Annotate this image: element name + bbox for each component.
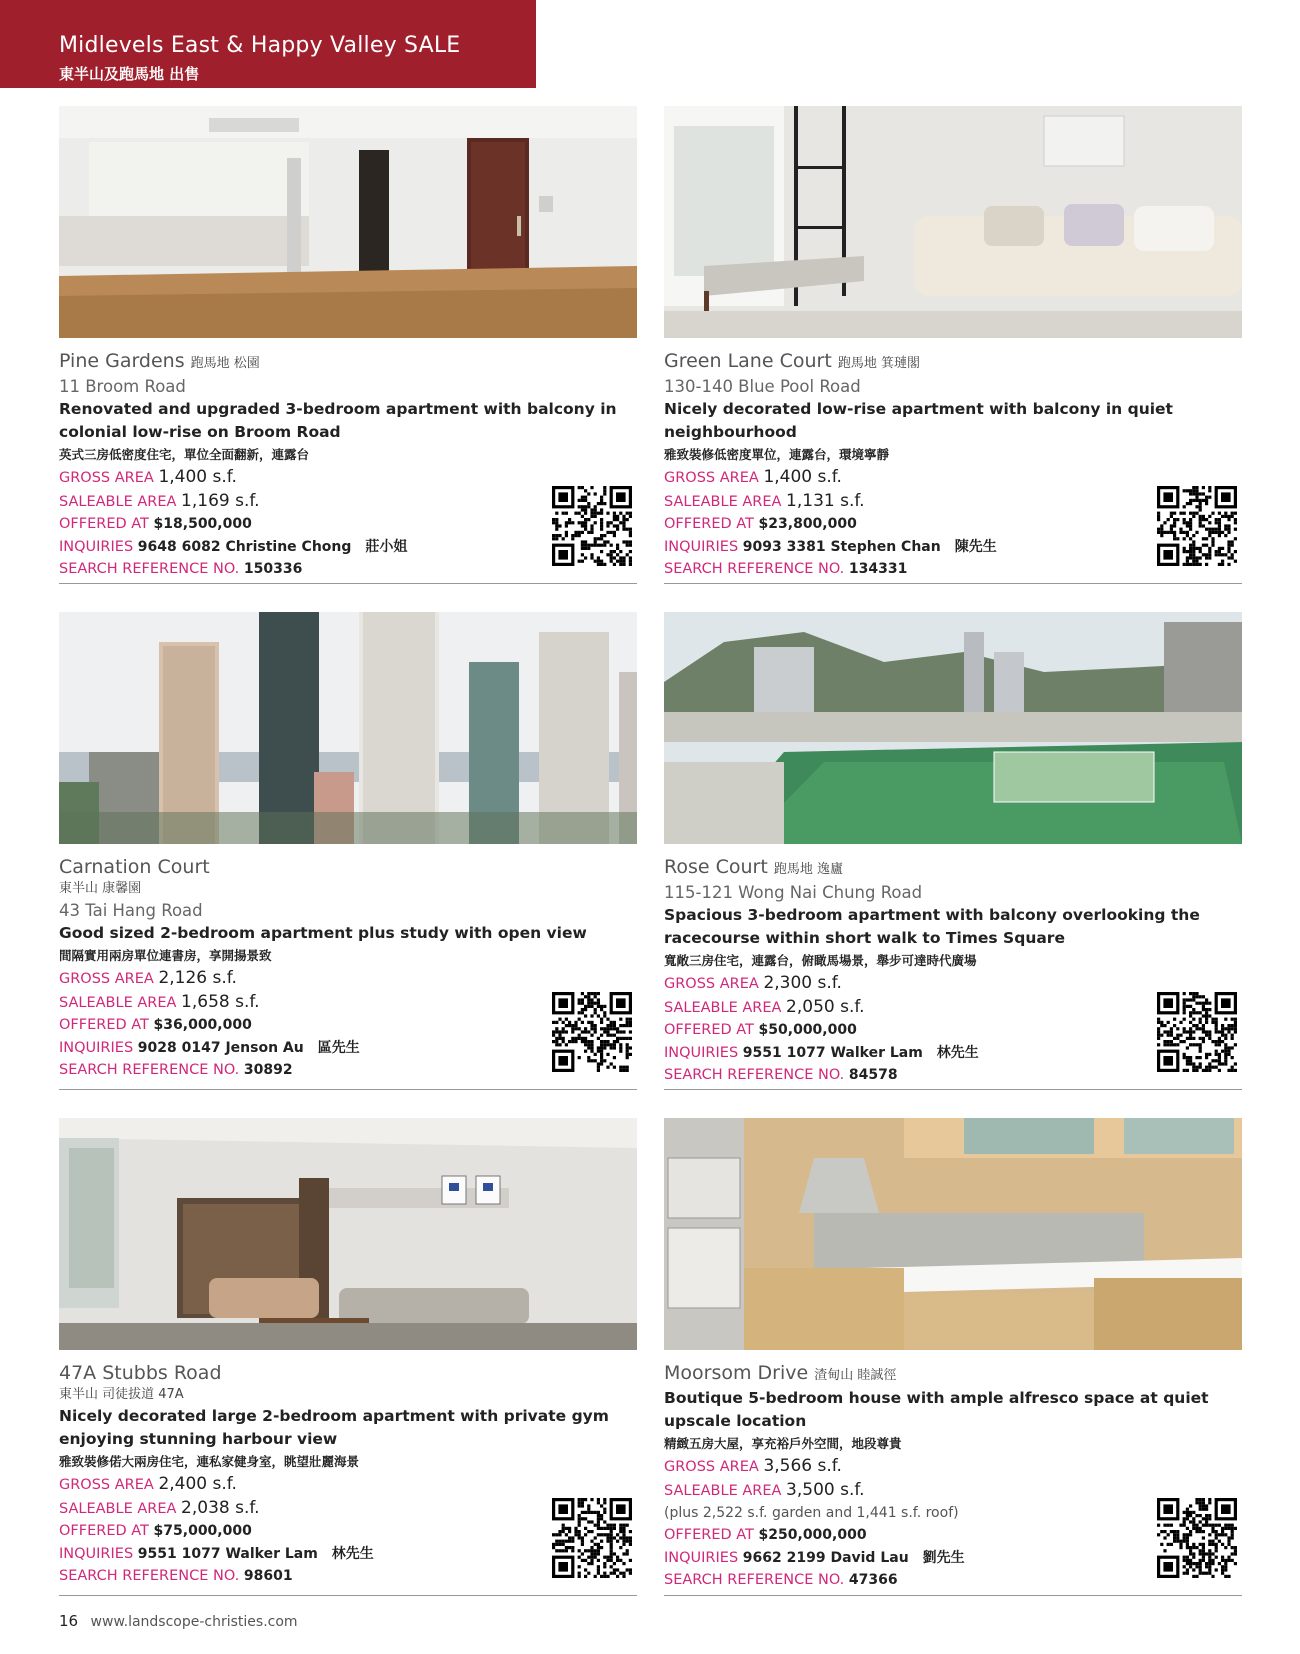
offered-price: OFFERED AT $75,000,000 (59, 1523, 252, 1539)
listing-card[interactable] (59, 106, 637, 586)
listing-photo-living-room[interactable] (59, 1118, 637, 1350)
section-title: Midlevels East & Happy Valley SALE (59, 33, 461, 58)
section-title-zh: 東半山及跑馬地 出售 (59, 65, 200, 83)
qr-code-icon[interactable] (1157, 1498, 1237, 1578)
listing-name: Pine Gardens 跑馬地 松園 (59, 350, 260, 372)
listing-address: 130-140 Blue Pool Road (664, 377, 861, 396)
inquiries: INQUIRIES 9028 0147 Jenson Au 區先生 (59, 1039, 360, 1056)
saleable-area: SALEABLE AREA 2,038 s.f. (59, 1497, 260, 1518)
listing-description: Renovated and upgraded 3-bedroom apartment with balcony in colonial low-rise on Broom Road (59, 400, 617, 441)
listing-description-zh: 英式三房低密度住宅，單位全面翻新，連露台 (59, 447, 310, 462)
listing-photo-towers[interactable] (59, 612, 637, 844)
page-header (0, 0, 536, 88)
page-footer (59, 1612, 298, 1630)
listing-description-zh: 雅致裝修偌大兩房住宅，連私家健身室，眺望壯麗海景 (59, 1454, 360, 1469)
listing-photo-kitchen[interactable] (664, 1118, 1242, 1350)
inquiries: INQUIRIES 9662 2199 David Lau 劉先生 (664, 1549, 965, 1566)
gross-area: GROSS AREA 1,400 s.f. (664, 467, 842, 487)
divider (59, 583, 637, 584)
qr-code-icon[interactable] (552, 1498, 632, 1578)
qr-code-icon[interactable] (552, 486, 632, 566)
search-reference: SEARCH REFERENCE NO. 47366 (664, 1572, 898, 1588)
listing-card[interactable] (59, 1118, 637, 1598)
listing-photo-racecourse[interactable] (664, 612, 1242, 844)
search-reference: SEARCH REFERENCE NO. 30892 (59, 1062, 293, 1078)
saleable-area: SALEABLE AREA 2,050 s.f. (664, 996, 865, 1017)
offered-price: OFFERED AT $250,000,000 (664, 1527, 867, 1543)
listing-description: Nicely decorated low-rise apartment with balcony in quiet neighbourhood (664, 400, 1173, 441)
listing-card[interactable] (664, 612, 1242, 1092)
divider (664, 1595, 1242, 1596)
listing-name: Rose Court 跑馬地 逸廬 (664, 856, 843, 878)
area-note: (plus 2,522 s.f. garden and 1,441 s.f. roof) (664, 1505, 959, 1521)
offered-price: OFFERED AT $23,800,000 (664, 516, 857, 532)
listing-description-zh: 精緻五房大屋，享充裕戶外空間，地段尊貴 (664, 1436, 902, 1451)
search-reference: SEARCH REFERENCE NO. 134331 (664, 561, 908, 577)
inquiries: INQUIRIES 9551 1077 Walker Lam 林先生 (59, 1545, 374, 1562)
listing-address: 115-121 Wong Nai Chung Road (664, 883, 923, 902)
divider (59, 1089, 637, 1090)
offered-price: OFFERED AT $18,500,000 (59, 516, 252, 532)
listing-photo-living-room[interactable] (59, 106, 637, 338)
listing-description: Boutique 5-bedroom house with ample alfresco space at quiet upscale location (664, 1389, 1209, 1430)
inquiries: INQUIRIES 9551 1077 Walker Lam 林先生 (664, 1044, 979, 1061)
gross-area: GROSS AREA 2,126 s.f. (59, 968, 237, 988)
offered-price: OFFERED AT $36,000,000 (59, 1017, 252, 1033)
listing-name: 47A Stubbs Road (59, 1362, 222, 1384)
listing-name: Green Lane Court 跑馬地 箕璉閣 (664, 350, 920, 372)
divider (664, 583, 1242, 584)
listing-description: Good sized 2-bedroom apartment plus study with open view (59, 924, 587, 942)
qr-code-icon[interactable] (552, 992, 632, 1072)
divider (664, 1089, 1242, 1090)
listing-address: 43 Tai Hang Road (59, 901, 203, 920)
listing-description-zh: 寬敞三房住宅，連露台，俯瞰馬場景，舉步可達時代廣場 (664, 953, 977, 968)
listing-description: Spacious 3-bedroom apartment with balcony overlooking the racecourse within short walk to Times Square (664, 906, 1200, 947)
gross-area: GROSS AREA 3,566 s.f. (664, 1456, 842, 1476)
gross-area: GROSS AREA 2,400 s.f. (59, 1474, 237, 1494)
saleable-area: SALEABLE AREA 1,658 s.f. (59, 991, 260, 1012)
gross-area: GROSS AREA 2,300 s.f. (664, 973, 842, 993)
qr-code-icon[interactable] (1157, 992, 1237, 1072)
listing-description-zh: 雅致裝修低密度單位，連露台，環境寧靜 (664, 447, 890, 462)
listing-card[interactable] (664, 1118, 1242, 1598)
listing-name-zh: 東半山 康馨園 (59, 881, 142, 896)
listing-photo-lounge[interactable] (664, 106, 1242, 338)
page-number: 16 (59, 1612, 79, 1630)
saleable-area: SALEABLE AREA 1,169 s.f. (59, 490, 260, 511)
listing-name: Moorsom Drive 渣甸山 睦誠徑 (664, 1362, 897, 1384)
offered-price: OFFERED AT $50,000,000 (664, 1022, 857, 1038)
listing-name-zh: 東半山 司徒拔道 47A (59, 1387, 184, 1402)
listing-card[interactable] (59, 612, 637, 1092)
listing-card[interactable] (664, 106, 1242, 586)
qr-code-icon[interactable] (1157, 486, 1237, 566)
listing-address: 11 Broom Road (59, 377, 186, 396)
saleable-area: SALEABLE AREA 3,500 s.f. (664, 1479, 865, 1500)
inquiries: INQUIRIES 9093 3381 Stephen Chan 陳先生 (664, 538, 997, 555)
saleable-area: SALEABLE AREA 1,131 s.f. (664, 490, 865, 511)
listing-description-zh: 間隔實用兩房單位連書房，享開揚景致 (59, 948, 272, 963)
search-reference: SEARCH REFERENCE NO. 98601 (59, 1568, 293, 1584)
listing-description: Nicely decorated large 2-bedroom apartment with private gym enjoying stunning harbour view (59, 1407, 609, 1448)
divider (59, 1595, 637, 1596)
inquiries: INQUIRIES 9648 6082 Christine Chong 莊小姐 (59, 538, 408, 555)
website-link[interactable]: www.landscope-christies.com (90, 1614, 298, 1630)
search-reference: SEARCH REFERENCE NO. 150336 (59, 561, 303, 577)
listing-name: Carnation Court (59, 856, 210, 878)
gross-area: GROSS AREA 1,400 s.f. (59, 467, 237, 487)
search-reference: SEARCH REFERENCE NO. 84578 (664, 1067, 898, 1083)
